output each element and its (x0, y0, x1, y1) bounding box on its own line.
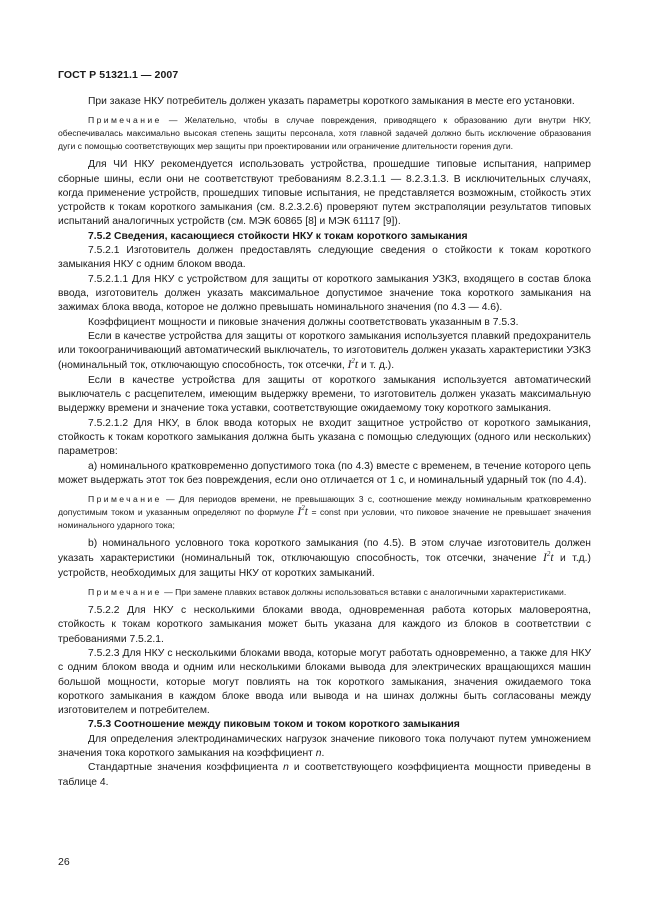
formula: $I^2t$ (543, 550, 554, 565)
variable: n (315, 747, 322, 759)
note-text: = const при условии, что пиковое значение не превышает значения номинального ударного тока; (58, 507, 592, 531)
paragraph-text: Для определения электродинамических нагрузок значение пикового тока получают путем умножением значения тока короткого замыкания на коэффициент (58, 733, 591, 759)
paragraph-text: и соответствующего коэффициента мощности приведены в таблице 4. (58, 762, 591, 788)
paragraph: При заказе НКУ потребитель должен указать параметры короткого замыкания в месте его установки. (88, 96, 575, 107)
section-heading: 7.5.3 Соотношение между пиковым током и током короткого замыкания (88, 719, 460, 731)
note-text: — Для периодов времени, не превышающих 3 с, соотношение между номинальным кратковременно допустимым током и указанным определяют по формуле (58, 494, 591, 518)
list-item (58, 537, 591, 581)
note-text: — При замене плавких вставок должны использоваться вставки с аналогичными характеристиками. (161, 587, 567, 598)
paragraph: Для определения электродинамических нагрузок значение пикового тока получают путем умножением значения тока короткого замыкания на коэффициент n. (58, 733, 591, 759)
note-text: — Желательно, чтобы в случае повреждения, приводящего к образованию дуги внутри НКУ, обеспечивалась максимально высокая степень защиты персонала, хотя главной задачей должно быть исключение образования дуги с помощью соответствующих мер защиты при проектировании или ограничение длительности горения дуги. (58, 115, 591, 152)
document-header: ГОСТ Р 51321.1 — 2007 (58, 69, 179, 81)
paragraph: 7.5.2.2 Для НКУ с несколькими блоками ввода, одновременная работа которых маловероятна, стойкость к токам короткого замыкания может быть указана для каждого из блоков в соответствии с требованиями 7.5.2.1. (58, 605, 591, 645)
formula: $I^2t$ (297, 504, 308, 519)
paragraph-text: и т. д.). (360, 360, 395, 372)
paragraph: Для ЧИ НКУ рекомендуется использовать устройства, прошедшие типовые испытания, например сборные шины, если они не соответствуют требованиям 8.2.3.1.1 — 8.2.3.1.3. В исключительных случаях, когда применение устройств, прошедших типовые испытания, не представляется возможным, стойкость этих устройств к токам короткого замыкания (см. 8.2.3.2.6) проверяют путем экстраполяции результатов типовых испытаний аналогичных устройств (см. МЭК 60865 [8] и МЭК 61117 [9]). (58, 159, 591, 228)
note-label: Примечание (88, 115, 162, 126)
note (58, 114, 591, 153)
note (58, 493, 591, 532)
document-body (58, 95, 591, 790)
paragraph-text: Если в качестве устройства для защиты от короткого замыкания используется плавкий предохранитель или токоограничивающий автоматический выключатель, то изготовитель должен указать характеристики УЗКЗ (номинальный ток, отключающую способность, ток отсечки, (58, 330, 591, 372)
paragraph: 7.5.2.1 Изготовитель должен предоставлять следующие сведения о стойкости к токам короткого замыкания НКУ с одним блоком ввода. (58, 245, 591, 271)
page-number: 26 (58, 856, 70, 868)
paragraph (58, 330, 591, 374)
paragraph: Если в качестве устройства для защиты от короткого замыкания используется автоматический выключатель с расцепителем, имеющим выдержку времени, то изготовитель должен указать максимальную выдержку времени и значение тока уставки, соответствующие ожидаемому току короткого замыкания. (58, 374, 591, 415)
paragraph: 7.5.2.1.1 Для НКУ с устройством для защиты от короткого замыкания УЗКЗ, входящего в состав блока ввода, изготовитель должен указать максимальное допустимое значение тока короткого замыкания на зажимах блока ввода, которое не должно превышать номинального значения (по 4.3 — 4.6). (58, 273, 591, 314)
paragraph-text: b) номинального условного тока короткого замыкания (по 4.5). В этом случае изготовитель должен указать характеристики (номинальный ток, отключающую способность, ток отсечки, значение (58, 538, 591, 565)
list-item: а) номинального кратковременно допустимого тока (по 4.3) вместе с временем, в течение которого цепь может выдержать этот ток без повреждения, если оно отличается от 1 с, и номинальный ударный ток (по 4.4). (58, 460, 591, 486)
note (58, 586, 591, 599)
note-label: Примечание (88, 587, 162, 598)
section-heading: 7.5.2 Сведения, касающиеся стойкости НКУ к токам короткого замыкания (88, 230, 468, 242)
paragraph: 7.5.2.1.2 Для НКУ, в блок ввода которых не входит защитное устройство от короткого замыкания, стойкость к токам короткого замыкания должна быть указана с помощью следующих (одного или нескольких) параметров: (58, 417, 591, 458)
paragraph-text: и т.д.) устройств, необходимых для защиты НКУ от коротких замыканий. (58, 553, 591, 579)
paragraph: 7.5.2.3 Для НКУ с несколькими блоками ввода, которые могут работать одновременно, а также для НКУ с одним блоком ввода и одним или несколькими блоками вывода для электрических вращающихся машин большой мощности, которые могут повлиять на ток короткого замыкания, значения ожидаемого тока короткого замыкания в каждом блоке ввода или вывода и на шинах должны быть согласованы между изготовителем и потребителем. (58, 647, 591, 717)
variable: n (283, 762, 289, 774)
paragraph: Коэффициент мощности и пиковые значения должны соответствовать указанным в 7.5.3. (88, 316, 519, 328)
note-label: Примечание (88, 494, 162, 505)
paragraph-text: Стандартные значения коэффициента (88, 762, 284, 774)
formula: $I^2t$ (347, 357, 359, 372)
paragraph (58, 761, 591, 790)
